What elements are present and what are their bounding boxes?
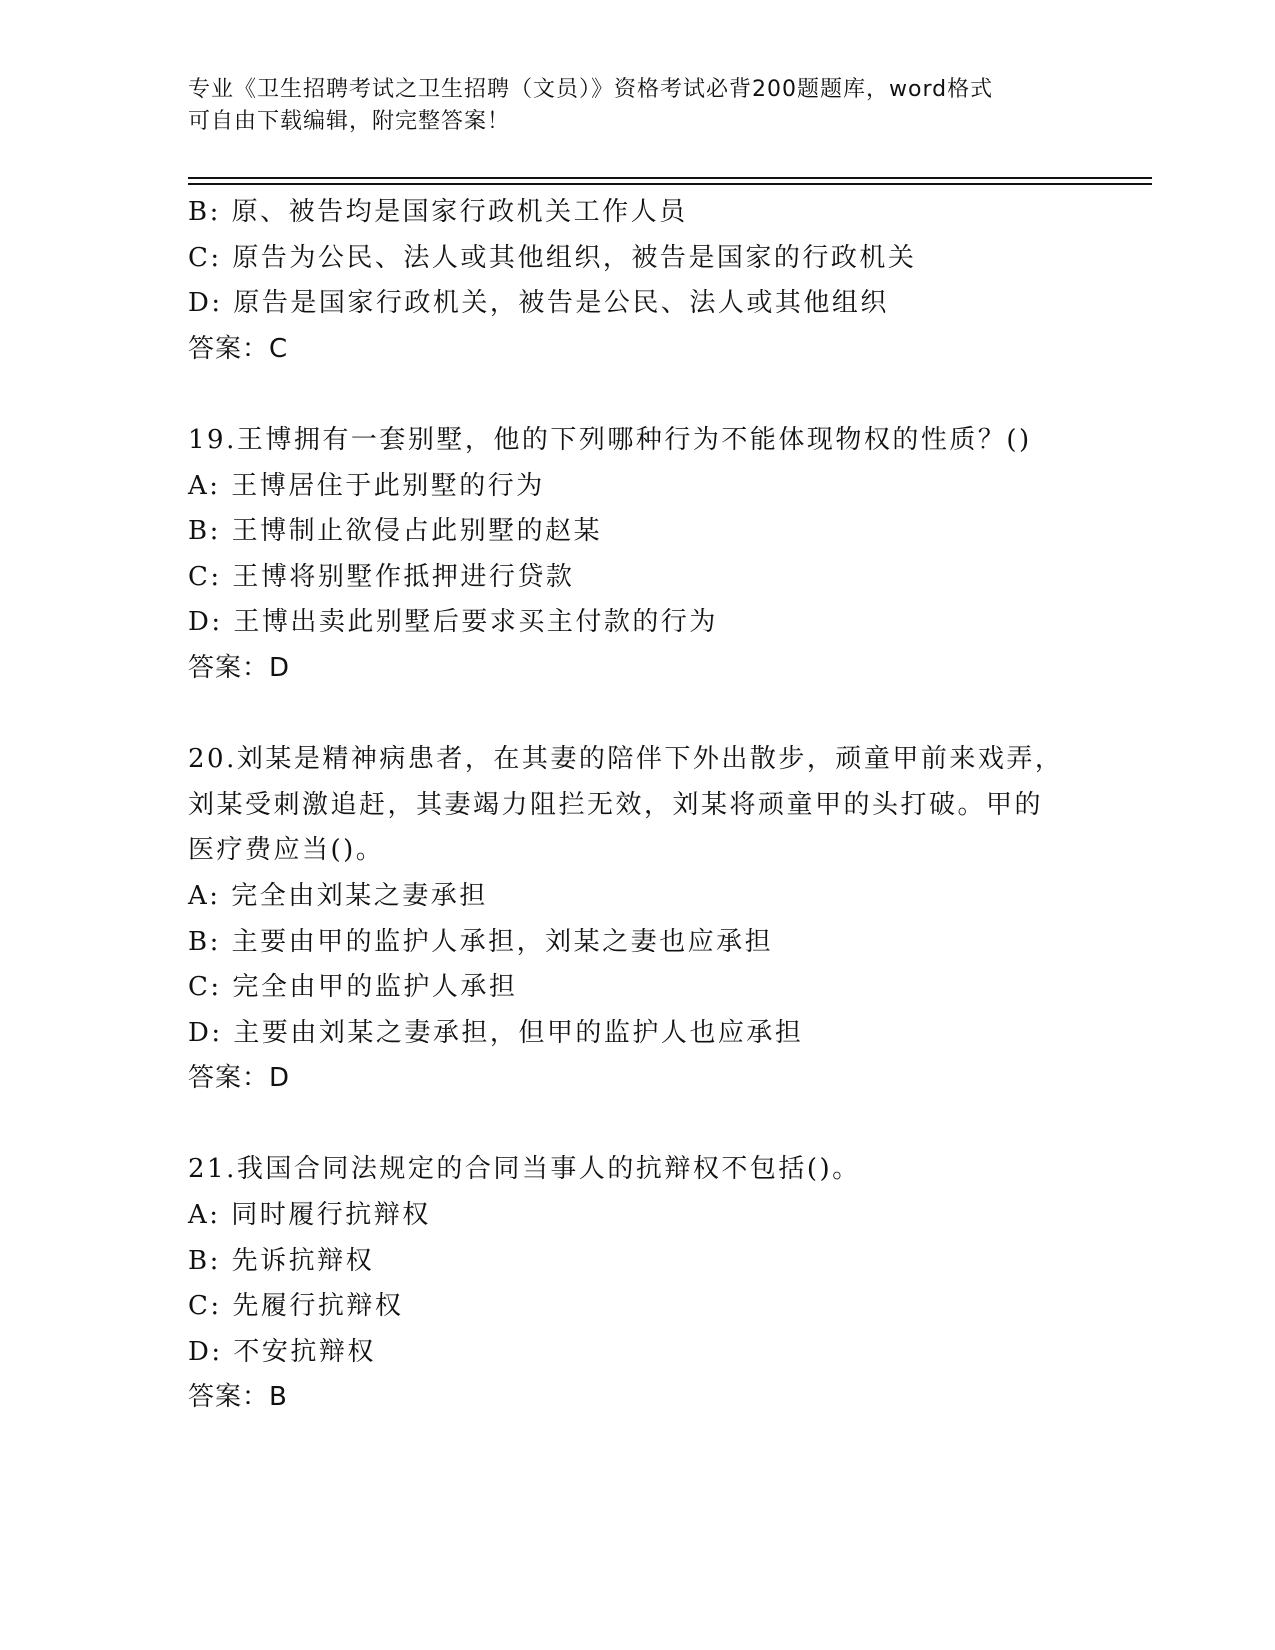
question-stem: 20.刘某是精神病患者，在其妻的陪伴下外出散步，顽童甲前来戏弄， [188, 744, 1064, 775]
option-c: C: 原告为公民、法人或其他组织，被告是国家的行政机关 [188, 242, 917, 273]
question-18-continued [188, 190, 1152, 372]
option-a: A: 完全由刘某之妻承担 [188, 880, 488, 911]
question-21 [188, 1147, 1152, 1421]
option-b: B: 先诉抗辩权 [188, 1245, 375, 1276]
option-b: B: 原、被告均是国家行政机关工作人员 [188, 197, 688, 227]
option-b: B: 王博制止欲侵占此别墅的赵某 [188, 516, 603, 547]
spacer [188, 372, 1152, 418]
answer-line: 答案：D [188, 1063, 291, 1094]
option-b: B: 主要由甲的监护人承担，刘某之妻也应承担 [188, 926, 774, 957]
header-line-1: 专业《卫生招聘考试之卫生招聘（文员）》资格考试必背200题题库，word格式 [188, 77, 994, 102]
spacer [188, 1102, 1152, 1148]
option-a: A: 王博居住于此别墅的行为 [188, 470, 545, 501]
question-20 [188, 737, 1152, 1102]
option-c: C: 王博将别墅作抵押进行贷款 [188, 561, 575, 592]
header-divider-top [188, 177, 1152, 179]
header-line-2: 可自由下载编辑，附完整答案！ [188, 109, 511, 134]
question-stem: 19.王博拥有一套别墅，他的下列哪种行为不能体现物权的性质？() [188, 424, 1032, 455]
option-a: A: 同时履行抗辩权 [188, 1200, 431, 1231]
option-d: D: 王博出卖此别墅后要求买主付款的行为 [188, 607, 718, 638]
spacer [188, 692, 1152, 738]
question-list [188, 190, 1152, 1421]
answer-line: 答案：B [188, 1382, 288, 1413]
question-stem: 刘某受刺激追赶，其妻竭力阻拦无效，刘某将顽童甲的头打破。甲的 [188, 789, 1044, 820]
option-c: C: 完全由甲的监护人承担 [188, 972, 518, 1003]
answer-line: 答案：C [188, 333, 289, 364]
question-stem: 21.我国合同法规定的合同当事人的抗辩权不包括()。 [188, 1154, 861, 1185]
document-header [188, 74, 1068, 138]
option-c: C: 先履行抗辩权 [188, 1291, 404, 1322]
option-d: D: 不安抗辩权 [188, 1336, 376, 1367]
question-19 [188, 418, 1152, 692]
option-d: D: 主要由刘某之妻承担，但甲的监护人也应承担 [188, 1017, 804, 1048]
answer-line: 答案：D [188, 652, 291, 683]
option-d: D: 原告是国家行政机关，被告是公民、法人或其他组织 [188, 288, 889, 319]
header-divider-bottom [188, 183, 1152, 185]
question-stem: 医疗费应当()。 [188, 835, 385, 866]
